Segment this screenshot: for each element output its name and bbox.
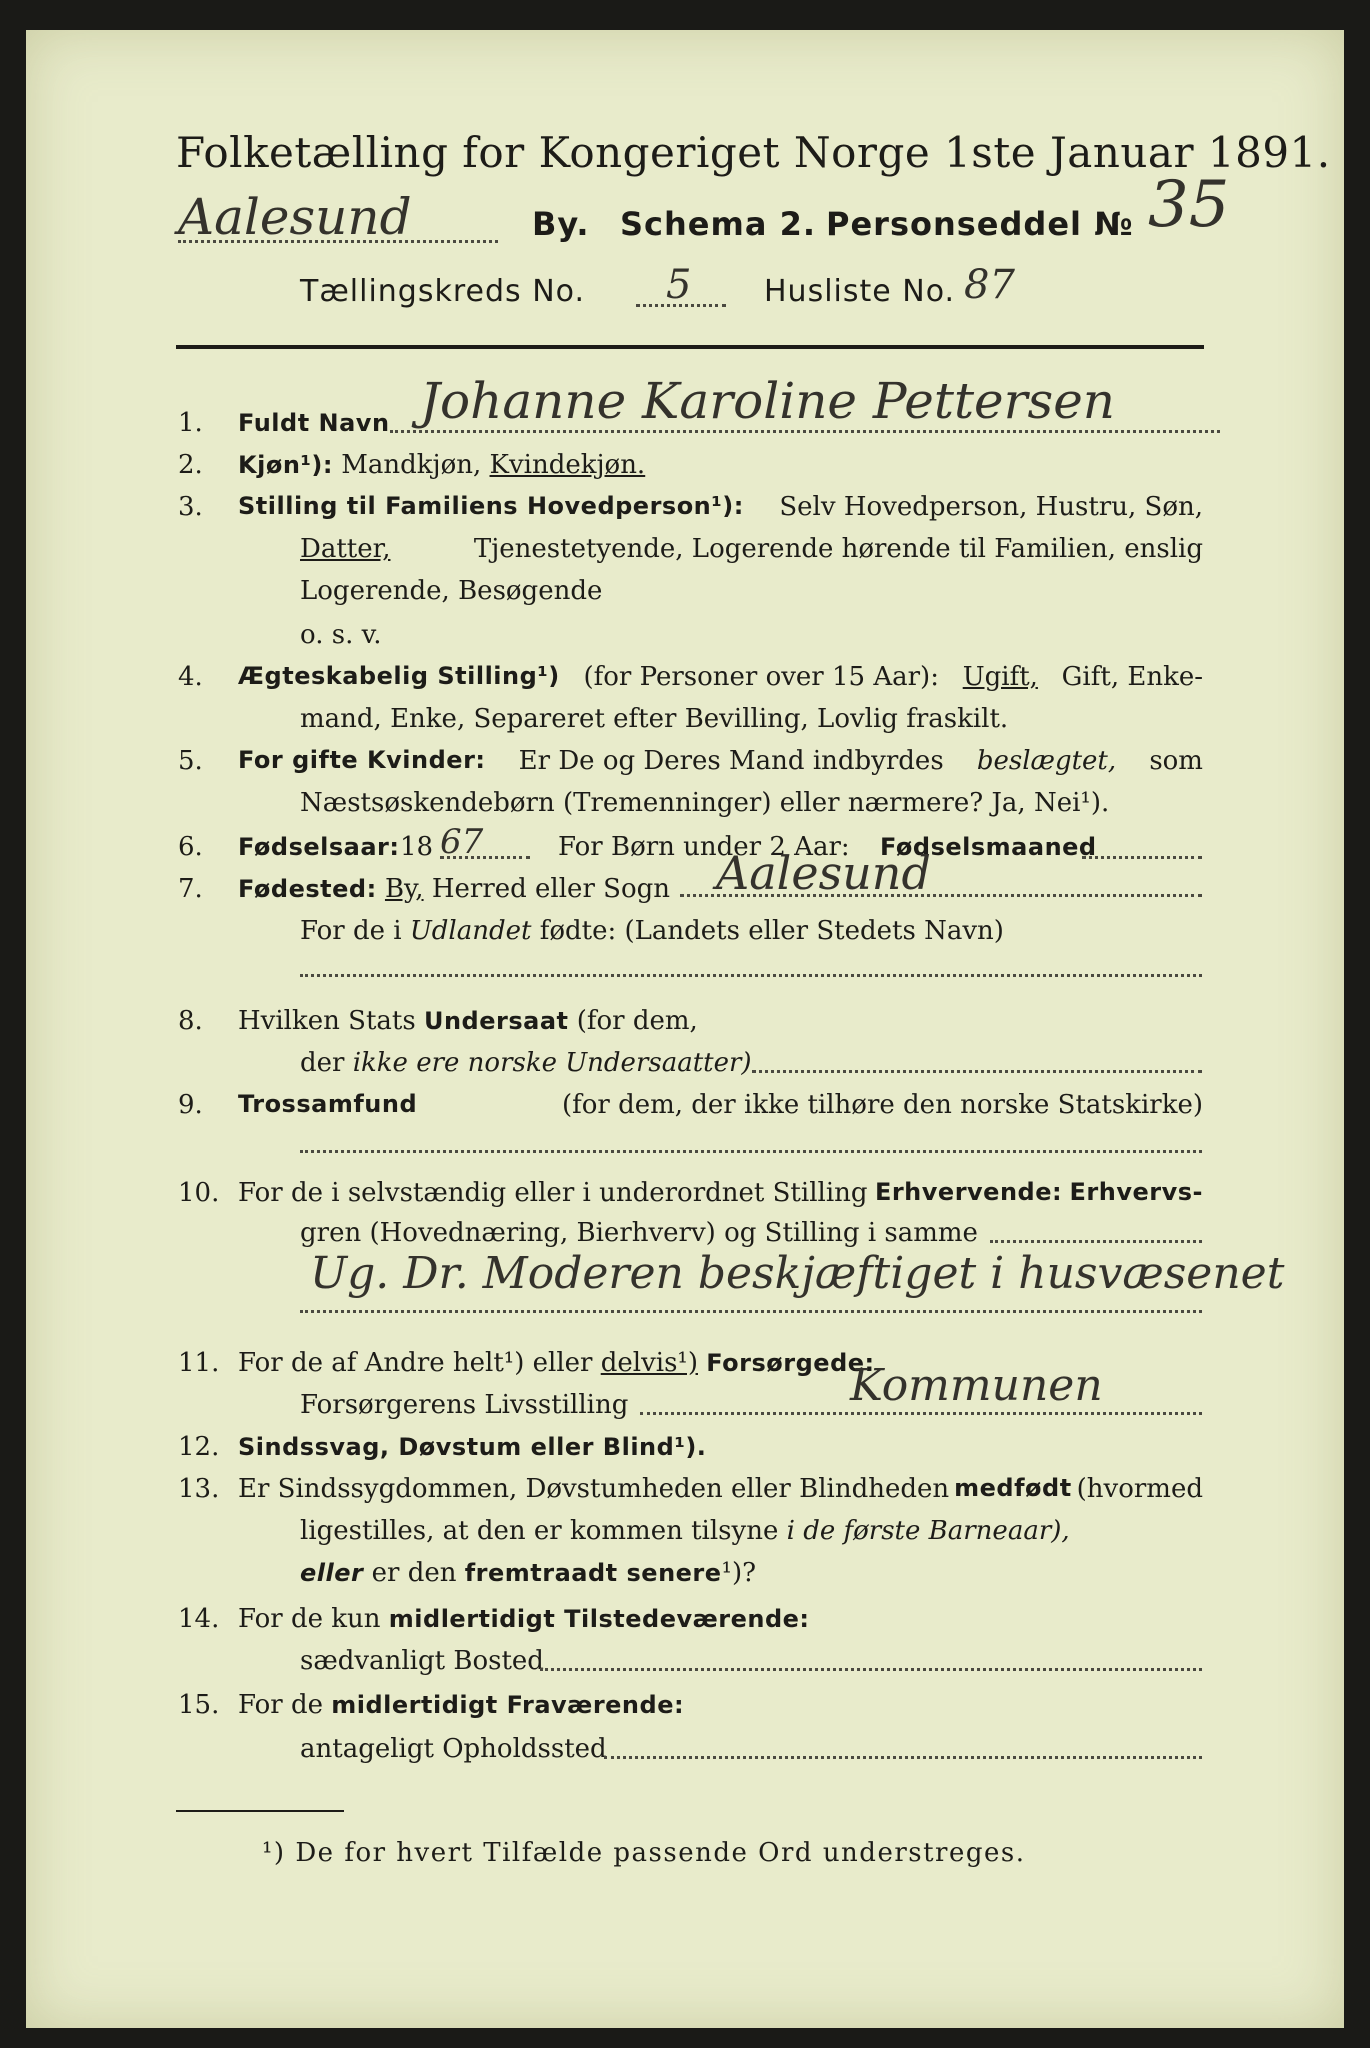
q10-line1 [238,1178,1203,1208]
q11-line1-b: Forsørgede: [706,1349,875,1377]
q15-line1-b: midlertidigt Fraværende: [331,1691,685,1719]
q6-rest-bold: Fødselsmaaned [880,833,1097,861]
footnote-rule [176,1810,344,1812]
q8-dotted-line [752,1070,1202,1073]
q7-line1 [238,874,670,904]
q4-label: Ægteskabelig Stilling¹) [238,662,560,690]
q7-value: Aalesund [716,846,931,900]
q9-rest: (for dem, der ikke tilhøre den norske Statskirke) [561,1090,1203,1120]
q6-rest: For Børn under 2 Aar: [558,832,850,862]
q10-line1-b: Erhvervende: [874,1178,1063,1206]
q8-line1-b: Undersaat [423,1007,569,1035]
header-rule [176,345,1204,349]
q14-line2: sædvanligt Bosted [300,1646,544,1676]
q1-label: Fuldt Navn [238,409,390,437]
q13-line2-italic: i de første Barneaar), [786,1516,1070,1546]
q13-line1-c: (hvormed [1076,1474,1203,1504]
q3-line1 [238,492,1203,522]
q2-line [238,450,645,480]
q7-rest: Herred eller Sogn [431,874,670,904]
kreds-number: 5 [666,262,692,308]
q7-line2-a: For de i [300,916,402,946]
q2-number: 2. [178,450,203,480]
q2-label: Kjøn¹): [238,451,333,479]
q3-line2-rest: Tjenestetyende, Logerende hørende til Familien, enslig [473,534,1203,564]
q6-number: 6. [178,832,203,862]
q11-line1 [238,1348,875,1378]
q3-line4: o. s. v. [300,620,382,650]
q15-dotted-line [604,1756,1202,1759]
q13-line1-a: Er Sindssygdommen, Døvstumheden eller Blindheden [238,1474,950,1504]
q3-line2 [300,534,1203,564]
q8-number: 8. [178,1006,203,1036]
q13-line3-a: er den [371,1558,457,1588]
q1-value: Johanne Karoline Pettersen [420,372,1115,430]
q6-dotted-line [440,856,530,859]
q12-number: 12. [178,1432,220,1462]
footnote: ¹) De for hvert Tilfælde passende Ord understreges. [262,1838,1026,1868]
schema-label: Schema 2. [620,205,816,243]
q14-line1 [238,1604,810,1634]
q7-dotted-line [680,894,1202,897]
q1-number: 1. [178,408,203,438]
q11-dotted-line [640,1412,1202,1415]
q15-line2: antageligt Opholdssted [300,1734,607,1764]
form-title: Folketælling for Kongeriget Norge 1ste Januar 1891. [176,128,1331,177]
q13-line3-italic: eller [300,1559,364,1587]
q14-number: 14. [178,1604,220,1634]
q3-label: Stilling til Familiens Hovedperson¹): [238,492,744,520]
q7-underlined: By, [384,874,424,904]
q1-dotted-line [390,430,1220,433]
q3-line3: Logerende, Besøgende [300,576,603,606]
kreds-dotted-line [636,304,726,307]
q9-dotted-line [300,1150,1202,1153]
q4-line1-rest: (for Personer over 15 Aar): [583,662,939,692]
q12-text: Sindssvag, Døvstum eller Blind¹). [238,1433,707,1461]
q7-number: 7. [178,874,203,904]
q8-line1-a: Hvilken Stats [238,1006,416,1036]
town-handwritten: Aalesund [178,188,412,246]
q15-number: 15. [178,1690,220,1720]
q14-line1-b: midlertidigt Tilstedeværende: [388,1605,810,1633]
q7-line2 [300,916,1004,946]
q11-value: Kommunen [850,1360,1103,1411]
q13-line2-a: ligestilles, at den er kommen tilsyne [300,1516,779,1546]
q3-line1-rest: Selv Hovedperson, Hustru, Søn, [779,492,1203,522]
q8-line2-a: der [300,1048,345,1078]
q13-line3 [300,1558,756,1588]
q13-line2 [300,1516,1070,1546]
q13-number: 13. [178,1474,220,1504]
q7-line2-italic: Udlandet [409,916,532,946]
husliste-label: Husliste No. [764,274,956,309]
q10-dotted-line [990,1240,1202,1243]
q5-line2: Næstsøskendebørn (Tremenninger) eller nærmere? Ja, Nei¹). [300,788,1110,818]
town-dotted-line [178,240,498,243]
q14-dotted-line [540,1668,1202,1671]
q8-line2 [300,1048,752,1078]
q13-line1-b: medfødt [954,1474,1072,1502]
q6-dotted-line-2 [1082,856,1202,859]
q3-number: 3. [178,492,203,522]
kreds-label: Tællingskreds No. [300,274,585,309]
q8-line1-c: (for dem, [576,1006,698,1036]
q8-line2-italic: ikke ere norske Undersaatter) [352,1048,752,1078]
q7-label: Fødested: [238,875,377,903]
q2-option-female: Kvindekjøn. [489,450,646,480]
q6-value: 67 [440,822,484,862]
personseddel-number: 35 [1148,168,1230,242]
q15-line1-a: For de [238,1690,323,1720]
q5-number: 5. [178,746,203,776]
q7-line2-b: fødte: (Landets eller Stedets Navn) [539,916,1004,946]
q10-line2: gren (Hovednæring, Bierhverv) og Stilling i samme [300,1218,978,1248]
q5-line1 [238,746,1203,776]
q6-label: Fødselsaar: [238,833,400,861]
q11-number: 11. [178,1348,220,1378]
husliste-number: 87 [964,262,1015,308]
q6-prefix: 18 [400,832,434,862]
q8-line1 [238,1006,698,1036]
q14-line1-a: For de kun [238,1604,381,1634]
q5-line1-end: som [1149,746,1203,776]
q4-underlined: Ugift, [962,662,1038,692]
q5-line1-italic: beslægtet, [976,746,1117,776]
q10-dotted-line-2 [300,1310,1202,1313]
q5-label: For gifte Kvinder: [238,746,486,774]
q3-underlined: Datter, [300,534,391,564]
q13-line3-c: ¹)? [721,1558,757,1588]
q4-number: 4. [178,662,203,692]
q10-value: Ug. Dr. Moderen beskjæftiget i husvæsenet [310,1248,1285,1299]
q7-dotted-line-2 [300,974,1202,977]
q13-line3-b: fremtraadt senere [464,1559,722,1587]
q9-line1 [238,1090,1203,1120]
q10-line1-a: For de i selvstændig eller i underordnet Stilling [238,1178,868,1208]
q5-line1-rest: Er De og Deres Mand indbyrdes [518,746,944,776]
q4-line1 [238,662,1203,692]
q9-label: Trossamfund [238,1090,418,1118]
q4-line1-end: Gift, Enke- [1061,662,1203,692]
q9-number: 9. [178,1090,203,1120]
q10-line1-c: Erhvervs- [1069,1178,1203,1206]
by-label: By. [532,205,590,243]
q2-option-male: Mandkjøn, [341,450,482,480]
q11-line2: Forsørgerens Livsstilling [300,1390,629,1420]
q4-line2: mand, Enke, Separeret efter Bevilling, Lovlig fraskilt. [300,704,1009,734]
personseddel-label: Personseddel № [826,205,1134,243]
q13-line1 [238,1474,1203,1504]
q10-number: 10. [178,1178,220,1208]
q11-line1-a: For de af Andre helt¹) eller [238,1348,593,1378]
q15-line1 [238,1690,684,1720]
q11-underlined: delvis¹) [600,1348,698,1378]
